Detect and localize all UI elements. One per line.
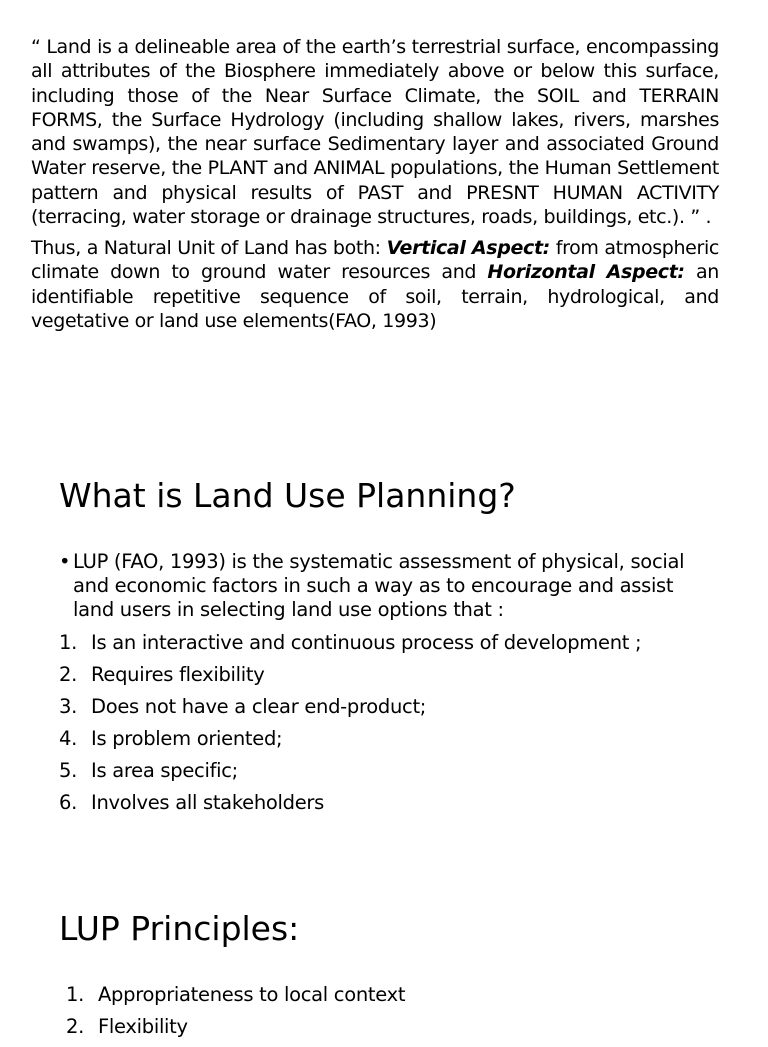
lup-definition-bullet <box>59 550 709 622</box>
horizontal-aspect-label: Horizontal Aspect: <box>487 261 685 284</box>
list-text: Involves all stakeholders <box>91 791 324 814</box>
list-number: 2. <box>66 1015 85 1038</box>
list-text: Flexibility <box>98 1015 188 1038</box>
natural-unit-paragraph <box>31 236 719 333</box>
horizontal-aspect-text: an identifiable repetitive sequence of soil, terrain, hydrological, and vegetative or land use elements(FAO, 1993) <box>31 261 719 332</box>
list-text: Is an interactive and continuous process of development ; <box>91 631 642 654</box>
list-number: 1. <box>59 631 78 654</box>
list-number: 3. <box>59 695 78 718</box>
list-number: 1. <box>66 983 85 1006</box>
list-number: 5. <box>59 759 78 782</box>
list-number: 4. <box>59 727 78 750</box>
lup-definition-text: LUP (FAO, 1993) is the systematic assessment of physical, social and economic factors in such a way as to encourage and assist land users in selecting land use options that : <box>73 550 685 621</box>
list-number: 6. <box>59 791 78 814</box>
principles-heading: LUP Principles: <box>59 909 300 948</box>
lup-heading: What is Land Use Planning? <box>59 476 516 515</box>
thus-prefix: Thus, a Natural Unit of Land has both: <box>31 237 387 259</box>
land-definition-quote <box>31 35 719 229</box>
quote-text: “ Land is a delineable area of the earth’s terrestrial surface, encompassing all attributes of the Biosphere immediately above or below this surface, including those of the Near Surface Climate, the SOIL and TERRAIN FORMS, the Surface Hydrology (including shallow lakes, rivers, marshes and swamps), the near surface Sedimentary layer and associated Ground Water reserve, the PLANT and ANIMAL populations, the Human Settlement pattern and physical results of PAST and PRESNT HUMAN ACTIVITY (terracing, water storage or drainage structures, roads, buildings, etc.). ” . <box>31 36 719 229</box>
bullet-icon: • <box>59 550 71 573</box>
vertical-aspect-text: from atmospheric climate down to ground water resources and <box>31 237 719 284</box>
list-text: Is problem oriented; <box>91 727 283 750</box>
list-text: Requires flexibility <box>91 663 265 686</box>
list-text: Is area specific; <box>91 759 238 782</box>
list-text: Appropriateness to local context <box>98 983 406 1006</box>
list-text: Does not have a clear end-product; <box>91 695 427 718</box>
vertical-aspect-label: Vertical Aspect: <box>386 237 550 259</box>
list-number: 2. <box>59 663 78 686</box>
